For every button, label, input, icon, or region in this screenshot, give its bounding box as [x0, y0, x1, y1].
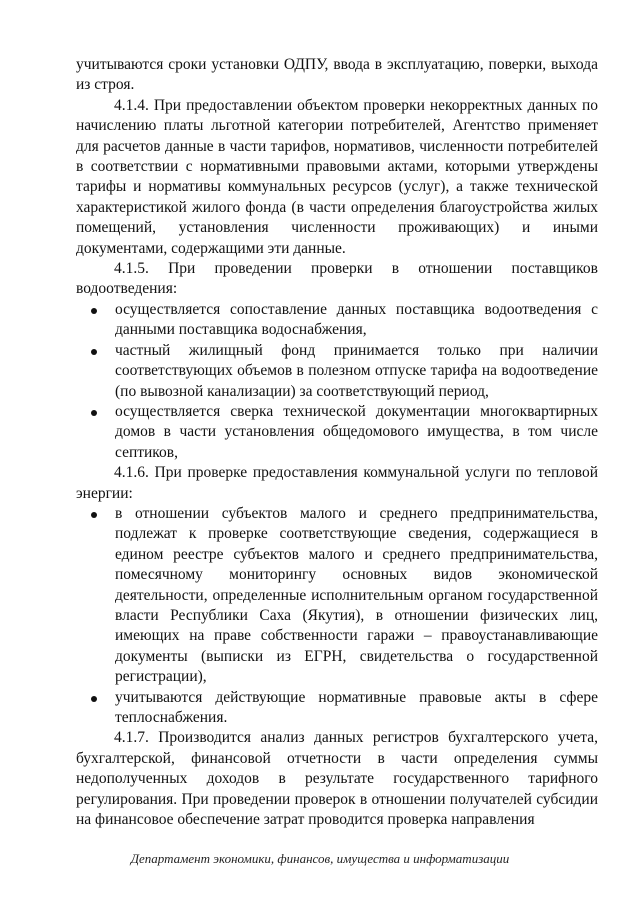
list-item: частный жилищный фонд принимается только при наличии соответствующих объемов в полезном отпуске тарифа на водоотведение (по вывозной канализации) за соответствующий период,	[76, 341, 598, 402]
list-item: учитываются действующие нормативные правовые акты в сфере теплоснабжения.	[76, 688, 598, 729]
bullet-icon	[91, 512, 97, 518]
paragraph-4-1-7: 4.1.7. Производится анализ данных регистров бухгалтерского учета, бухгалтерской, финансовой отчетности в части определения суммы недополученных доходов в результате государственного тарифного регулирования. При проведении проверок в отношении получателей субсидии на финансовое обеспечение затрат проводится проверка направления	[76, 729, 598, 829]
paragraph-continuation: учитываются сроки установки ОДПУ, ввода в эксплуатацию, поверки, выхода из строя.	[76, 56, 598, 94]
paragraph-4-1-5: 4.1.5. При проведении проверки в отношении поставщиков водоотведения:	[76, 260, 598, 298]
paragraph-4-1-4: 4.1.4. При предоставлении объектом проверки некорректных данных по начислению платы льготной категории потребителей, Агентство применяет для расчетов данные в части тарифов, нормативов, численности потребителей в соответствии с нормативными правовыми актами, которыми утверждены тарифы и нормативы коммунальных ресурсов (услуг), а также технической характеристикой жилого фонда (в части определения благоустройства жилых помещений, установления численности проживающих) и иными документами, содержащими эти данные.	[76, 96, 598, 257]
list-item: в отношении субъектов малого и среднего предпринимательства, подлежат к проверке соответствующие сведения, содержащиеся в едином реестре субъектов малого и среднего предпринимательства, помесячному мониторингу основных видов экономической деятельности, определенные исполнительным органом государственной власти Республики Саха (Якутия), в отношении физических лиц, имеющих на праве собственности гаражи – правоустанавливающие документы (выписки из ЕГРН, свидетельства о государственной регистрации),	[76, 504, 598, 688]
bullet-icon	[91, 696, 97, 702]
paragraph-4-1-6: 4.1.6. При проверке предоставления коммунальной услуги по тепловой энергии:	[76, 464, 598, 502]
bullet-icon	[91, 308, 97, 314]
list-item: осуществляется сверка технической документации многоквартирных домов в части установления общедомового имущества, в том числе септиков,	[76, 402, 598, 463]
page-footer: Департамент экономики, финансов, имущества и информатизации	[130, 851, 510, 866]
list-heat	[76, 504, 598, 728]
list-item: осуществляется сопоставление данных поставщика водоотведения с данными поставщика водоснабжения,	[76, 300, 598, 341]
document-body	[76, 55, 598, 830]
bullet-icon	[91, 410, 97, 416]
list-wastewater	[76, 300, 598, 463]
bullet-icon	[91, 349, 97, 355]
